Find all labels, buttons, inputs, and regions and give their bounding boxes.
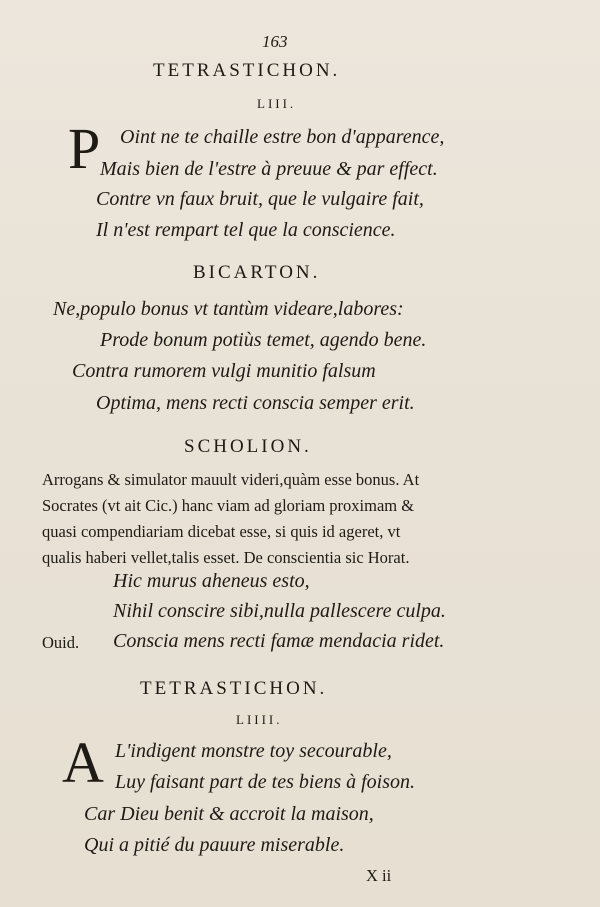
verse-line: Ne,populo bonus vt tantùm videare,labores: bbox=[53, 298, 404, 320]
verse-line: Prode bonum potiùs temet, agendo bene. bbox=[100, 329, 427, 351]
verse-line: Nihil conscire sibi,nulla pallescere culpa. bbox=[113, 600, 446, 622]
prose-line: qualis haberi vellet,talis esset. De conscientia sic Horat. bbox=[42, 548, 410, 567]
verse-line: L'indigent monstre toy secourable, bbox=[115, 740, 392, 762]
ovid-attribution: Ouid. bbox=[42, 633, 80, 652]
prose-line: quasi compendiariam dicebat esse, si quis id ageret, vt bbox=[42, 522, 401, 541]
verse-line: Mais bien de l'estre à preuue & par effect. bbox=[100, 158, 438, 180]
verse-line: Optima, mens recti conscia semper erit. bbox=[96, 392, 415, 414]
section-numeral-1: LIII. bbox=[257, 96, 297, 111]
section-heading-bicarton: BICARTON. bbox=[193, 262, 321, 283]
section-heading-tetrastichon-1: TETRASTICHON. bbox=[153, 60, 341, 81]
section-heading-scholion: SCHOLION. bbox=[184, 436, 312, 457]
verse-line: Qui a pitié du pauure miserable. bbox=[84, 834, 345, 856]
verse-line: Car Dieu benit & accroit la maison, bbox=[84, 803, 374, 825]
verse-line: Contra rumorem vulgi munitio falsum bbox=[72, 360, 376, 382]
page-number: 163 bbox=[262, 32, 288, 51]
drop-capital-p: P bbox=[68, 116, 101, 181]
verse-line: Il n'est rempart tel que la conscience. bbox=[96, 219, 396, 241]
section-numeral-2: LIIII. bbox=[236, 712, 283, 727]
drop-capital-a: A bbox=[62, 730, 104, 795]
prose-line: Arrogans & simulator mauult videri,quàm esse bonus. At bbox=[42, 470, 420, 489]
verse-line: Luy faisant part de tes biens à foison. bbox=[115, 771, 415, 793]
verse-line: Oint ne te chaille estre bon d'apparence, bbox=[120, 126, 445, 148]
verse-line: Hic murus aheneus esto, bbox=[113, 570, 310, 592]
section-heading-tetrastichon-2: TETRASTICHON. bbox=[140, 678, 328, 699]
verse-line: Contre vn faux bruit, que le vulgaire fait, bbox=[96, 188, 424, 210]
verse-line: Conscia mens recti famæ mendacia ridet. bbox=[113, 630, 445, 652]
prose-line: Socrates (vt ait Cic.) hanc viam ad gloriam proximam & bbox=[42, 496, 415, 515]
signature-mark: X ii bbox=[366, 866, 392, 885]
